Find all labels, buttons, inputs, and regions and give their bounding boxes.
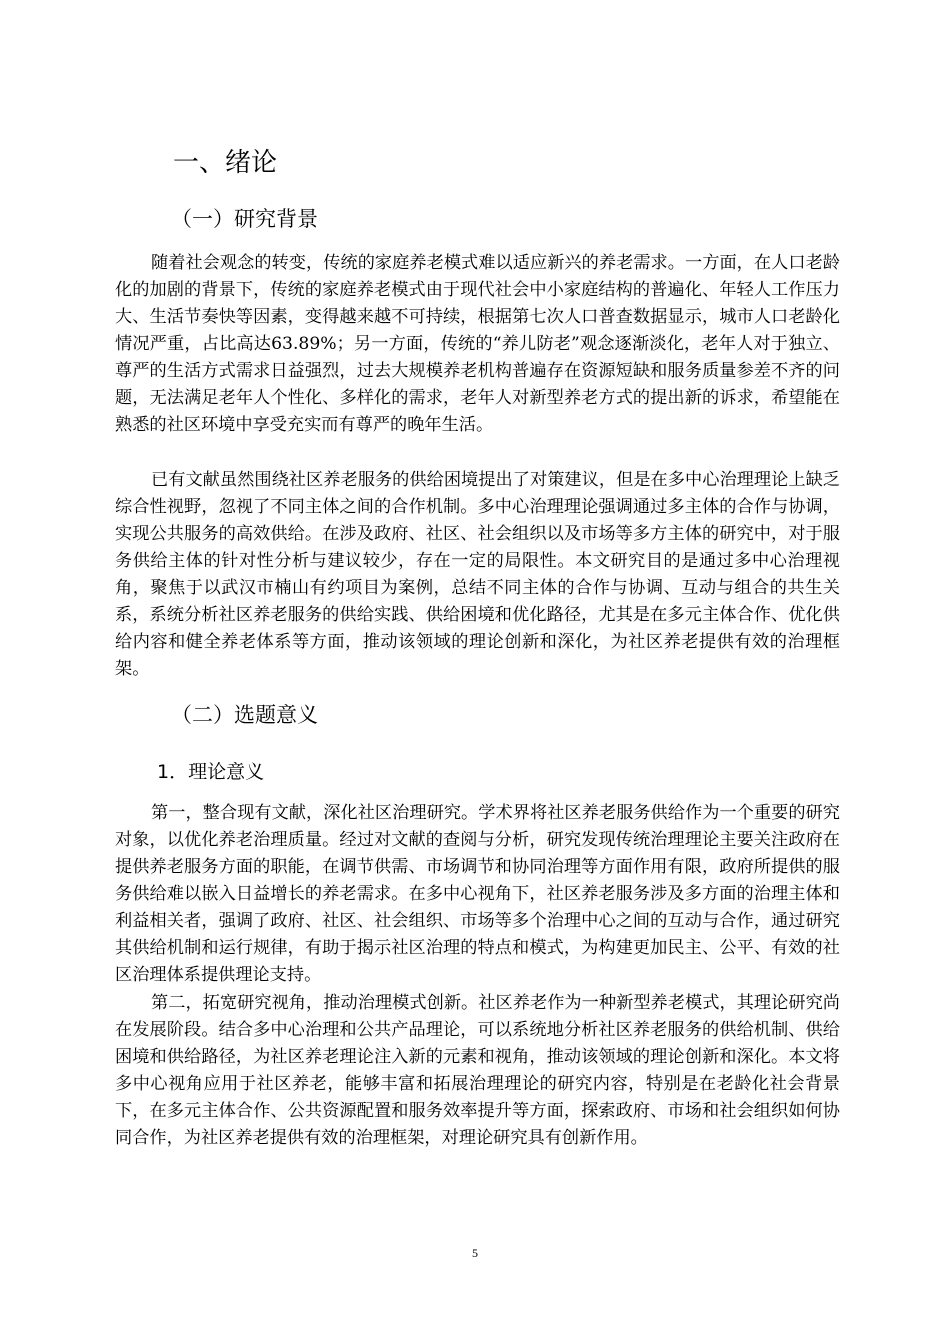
subsection-heading-theory: 1．理论意义 (157, 761, 265, 783)
paragraph-theory-1: 第一，整合现有文献，深化社区治理研究。学术界将社区养老服务供给作为一个重要的研究对象，以优化养老治理质量。经过对文献的查阅与分析，研究发现传统治理理论主要关注政府在提供养老服务方面的职能，在调节供需、市场调节和协同治理等方面作用有限，政府所提供的服务供给难以嵌入日益增长的养老需求。在多中心视角下，社区养老服务涉及多方面的治理主体和利益相关者，强调了政府、社区、社会组织、市场等多个治理中心之间的互动与合作，通过研究其供给机制和运行规律，有助于揭示社区治理的特点和模式，为构建更加民主、公平、有效的社区治理体系提供理论支持。 (115, 803, 840, 985)
section-heading-background: （一）研究背景 (171, 207, 318, 231)
page-number: 5 (472, 1246, 478, 1260)
chapter-title: 一、绪论 (173, 148, 278, 178)
section-heading-significance: （二）选题意义 (171, 703, 318, 727)
paragraph-theory-2: 第二，拓宽研究视角，推动治理模式创新。社区养老作为一种新型养老模式，其理论研究尚在发展阶段。结合多中心治理和公共产品理论，可以系统地分析社区养老服务的供给机制、供给困境和供给路径，为社区养老理论注入新的元素和视角，推动该领域的理论创新和深化。本文将多中心视角应用于社区养老，能够丰富和拓展治理理论的研究内容，特别是在老龄化社会背景下，在多元主体合作、公共资源配置和服务效率提升等方面，探索政府、市场和社会组织如何协同合作，为社区养老提供有效的治理框架，对理论研究具有创新作用。 (115, 993, 840, 1148)
paragraph-background-2: 已有文献虽然围绕社区养老服务的供给困境提出了对策建议，但是在多中心治理理论上缺乏综合性视野，忽视了不同主体之间的合作机制。多中心治理理论强调通过多主体的合作与协调，实现公共服务的高效供给。在涉及政府、社区、社会组织以及市场等多方主体的研究中，对于服务供给主体的针对性分析与建议较少，存在一定的局限性。本文研究目的是通过多中心治理视角，聚焦于以武汉市楠山有约项目为案例，总结不同主体的合作与协调、互动与组合的共生关系，系统分析社区养老服务的供给实践、供给困境和优化路径，尤其是在多元主体合作、优化供给内容和健全养老体系等方面，推动该领域的理论创新和深化，为社区养老提供有效的治理框架。 (115, 470, 840, 679)
paragraph-background-1: 随着社会观念的转变，传统的家庭养老模式难以适应新兴的养老需求。一方面，在人口老龄化的加剧的背景下，传统的家庭养老模式由于现代社会中小家庭结构的普遍化、年轻人工作压力大、生活节奏快等因素，变得越来越不可持续，根据第七次人口普查数据显示，城市人口老龄化情况严重，占比高达63.89%；另一方面，传统的“养儿防老”观念逐渐淡化，老年人对于独立、尊严的生活方式需求日益强烈，过去大规模养老机构普遍存在资源短缺和服务质量参差不齐的问题，无法满足老年人个性化、多样化的需求，老年人对新型养老方式的提出新的诉求，希望能在熟悉的社区环境中享受充实而有尊严的晚年生活。 (115, 253, 840, 435)
